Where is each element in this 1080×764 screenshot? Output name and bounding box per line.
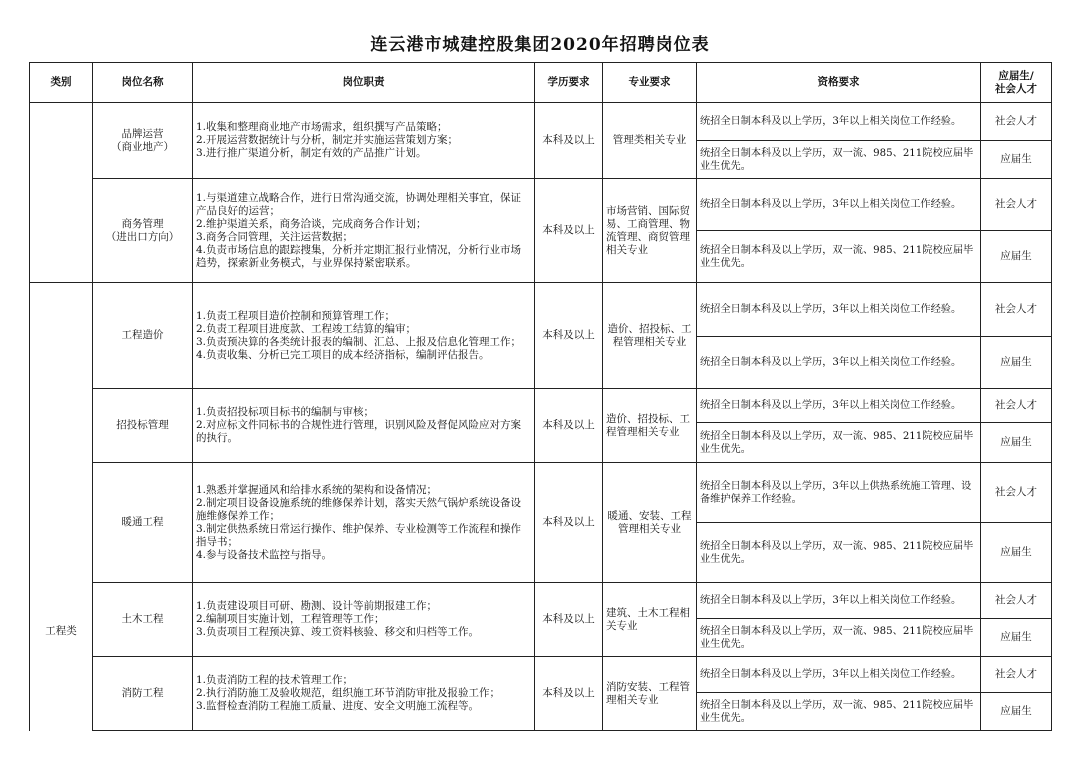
education-cell: 本科及以上: [535, 463, 603, 583]
qualification-cell: 统招全日制本科及以上学历，双一流、985、211院校应届毕业生优先。: [697, 523, 981, 583]
table-row: [30, 103, 1052, 141]
major-cell: 管理类相关专业: [603, 103, 697, 179]
position-name: [93, 103, 193, 179]
type-cell: 社会人才: [981, 583, 1052, 619]
qualification-cell: 统招全日制本科及以上学历，双一流、985、211院校应届毕业生优先。: [697, 693, 981, 731]
header-education: 学历要求: [535, 63, 603, 103]
header-category: 类别: [30, 63, 93, 103]
qualification-cell: 统招全日制本科及以上学历，3年以上相关岗位工作经验。: [697, 337, 981, 389]
position-name: [93, 179, 193, 283]
header-major: 专业要求: [603, 63, 697, 103]
type-cell: 社会人才: [981, 283, 1052, 337]
qualification-cell: 统招全日制本科及以上学历，双一流、985、211院校应届毕业生优先。: [697, 619, 981, 657]
duty-line: 3.负责项目工程预决算、竣工资料核验、移交和归档等工作。: [196, 626, 480, 638]
table-row: [30, 283, 1052, 337]
duty-line: 1.负责招投标项目标书的编制与审核；: [196, 406, 375, 418]
qualification-cell: 统招全日制本科及以上学历，双一流、985、211院校应届毕业生优先。: [697, 423, 981, 463]
type-cell: 应届生: [981, 141, 1052, 179]
duty-line: 1.负责消防工程的技术管理工作；: [196, 674, 354, 686]
duties-cell: [193, 583, 535, 657]
category-label: 工程类: [45, 625, 77, 638]
duty-line: 2.执行消防施工及验收规范，组织施工环节消防审批及报验工作；: [196, 687, 501, 699]
qualification-cell: 统招全日制本科及以上学历，3年以上相关岗位工作经验。: [697, 179, 981, 231]
header-duties: 岗位职责: [193, 63, 535, 103]
type-cell: 应届生: [981, 231, 1052, 283]
table-row: [30, 179, 1052, 231]
type-cell: 社会人才: [981, 389, 1052, 423]
type-cell: 社会人才: [981, 657, 1052, 693]
header-type: [981, 63, 1052, 103]
qualification-cell: 统招全日制本科及以上学历，3年以上相关岗位工作经验。: [697, 583, 981, 619]
duties-cell: [193, 179, 535, 283]
duty-line: 1.负责建设项目可研、勘测、设计等前期报建工作；: [196, 600, 438, 612]
position-name-line2: （进出口方向）: [105, 230, 180, 243]
duties-cell: [193, 657, 535, 731]
education-cell: 本科及以上: [535, 103, 603, 179]
recruitment-table: [29, 62, 1052, 731]
education-cell: 本科及以上: [535, 179, 603, 283]
major-cell: 造价、招投标、工程管理相关专业: [603, 283, 697, 389]
type-cell: 应届生: [981, 523, 1052, 583]
type-cell: 应届生: [981, 619, 1052, 657]
position-name: 工程造价: [93, 283, 193, 389]
table-row: [30, 657, 1052, 693]
header-row: [30, 63, 1052, 103]
position-name-line2: （商业地产）: [111, 140, 174, 153]
major-cell: 暖通、安装、工程管理相关专业: [603, 463, 697, 583]
duties-cell: [193, 463, 535, 583]
category-cell: [30, 283, 93, 731]
education-cell: 本科及以上: [535, 583, 603, 657]
duty-line: 2.负责工程项目进度款、工程竣工结算的编审；: [196, 322, 417, 335]
position-name: 招投标管理: [93, 389, 193, 463]
category-cell-empty: [30, 103, 93, 283]
qualification-cell: 统招全日制本科及以上学历，双一流、985、211院校应届毕业生优先。: [697, 141, 981, 179]
qualification-cell: 统招全日制本科及以上学历，3年以上相关岗位工作经验。: [697, 103, 981, 141]
duty-line: 2.维护渠道关系，商务洽谈，完成商务合作计划；: [196, 217, 427, 230]
duty-line: 2.开展运营数据统计与分析，制定并实施运营策划方案；: [196, 134, 459, 146]
qualification-cell: 统招全日制本科及以上学历，双一流、985、211院校应届毕业生优先。: [697, 231, 981, 283]
type-cell: 社会人才: [981, 463, 1052, 523]
major-cell: 造价、招投标、工程管理相关专业: [603, 389, 697, 463]
duty-line: 1.收集和整理商业地产市场需求，组织撰写产品策略；: [196, 121, 448, 133]
major-cell: 建筑、土木工程相关专业: [603, 583, 697, 657]
education-cell: 本科及以上: [535, 657, 603, 731]
table-row: [30, 463, 1052, 523]
header-qualification: 资格要求: [697, 63, 981, 103]
duties-cell: [193, 103, 535, 179]
duty-line: 3.监督检查消防工程施工质量、进度、安全文明施工流程等。: [196, 700, 480, 712]
header-position: 岗位名称: [93, 63, 193, 103]
type-cell: 应届生: [981, 337, 1052, 389]
duty-line: 2.制定项目设备设施系统的维修保养计划，落实天然气锅炉系统设备设施维修保养工作；: [196, 496, 522, 522]
duty-line: 4.参与设备技术监控与指导。: [196, 548, 333, 561]
type-cell: 应届生: [981, 423, 1052, 463]
qualification-cell: 统招全日制本科及以上学历，3年以上相关岗位工作经验。: [697, 389, 981, 423]
duty-line: 1.熟悉并掌握通风和给排水系统的架构和设备情况；: [196, 483, 438, 496]
duty-line: 4.负责收集、分析已完工项目的成本经济指标，编制评估报告。: [196, 348, 490, 361]
qualification-cell: 统招全日制本科及以上学历，3年以上相关岗位工作经验。: [697, 283, 981, 337]
position-name-line1: 商务管理: [121, 217, 164, 230]
position-name: 消防工程: [93, 657, 193, 731]
education-cell: 本科及以上: [535, 389, 603, 463]
duty-line: 1.与渠道建立战略合作，进行日常沟通交流，协调处理相关事宜，保证产品良好的运营；: [196, 191, 522, 217]
duty-line: 2.编制项目实施计划，工程管理等工作；: [196, 613, 385, 625]
table-row: [30, 389, 1052, 423]
position-name: 土木工程: [93, 583, 193, 657]
duty-line: 1.负责工程项目造价控制和预算管理工作；: [196, 309, 396, 322]
position-name: 暖通工程: [93, 463, 193, 583]
major-cell: 市场营销、国际贸易、工商管理、物流管理、商贸管理相关专业: [603, 179, 697, 283]
duty-line: 3.负责预决算的各类统计报表的编制、汇总、上报及信息化管理工作；: [196, 335, 522, 348]
type-cell: 社会人才: [981, 103, 1052, 141]
duty-line: 4.负责市场信息的跟踪搜集，分析并定期汇报行业情况，分析行业市场趋势，探索新业务模式，与业界保持紧密联系。: [196, 243, 522, 269]
header-type-line1: 应届生/: [998, 69, 1034, 82]
table-row: [30, 583, 1052, 619]
page-title: 连云港市城建控股集团2020年招聘岗位表: [370, 35, 710, 55]
type-cell: 社会人才: [981, 179, 1052, 231]
qualification-cell: 统招全日制本科及以上学历，3年以上供热系统施工管理、设备维护保养工作经验。: [697, 463, 981, 523]
duty-line: 3.制定供热系统日常运行操作、维护保养、专业检测等工作流程和操作指导书；: [196, 522, 522, 548]
duty-line: 2.对应标文件同标书的合规性进行管理，识别风险及督促风险应对方案的执行。: [196, 419, 522, 444]
duty-line: 3.进行推广渠道分析，制定有效的产品推广计划。: [196, 147, 427, 159]
qualification-cell: 统招全日制本科及以上学历，3年以上相关岗位工作经验。: [697, 657, 981, 693]
duty-line: 3.商务合同管理，关注运营数据；: [196, 230, 354, 243]
duties-cell: [193, 389, 535, 463]
duties-cell: [193, 283, 535, 389]
header-type-line2: 社会人才: [995, 82, 1037, 95]
position-name-line1: 品牌运营: [121, 127, 164, 140]
major-cell: 消防安装、工程管理相关专业: [603, 657, 697, 731]
type-cell: 应届生: [981, 693, 1052, 731]
education-cell: 本科及以上: [535, 283, 603, 389]
